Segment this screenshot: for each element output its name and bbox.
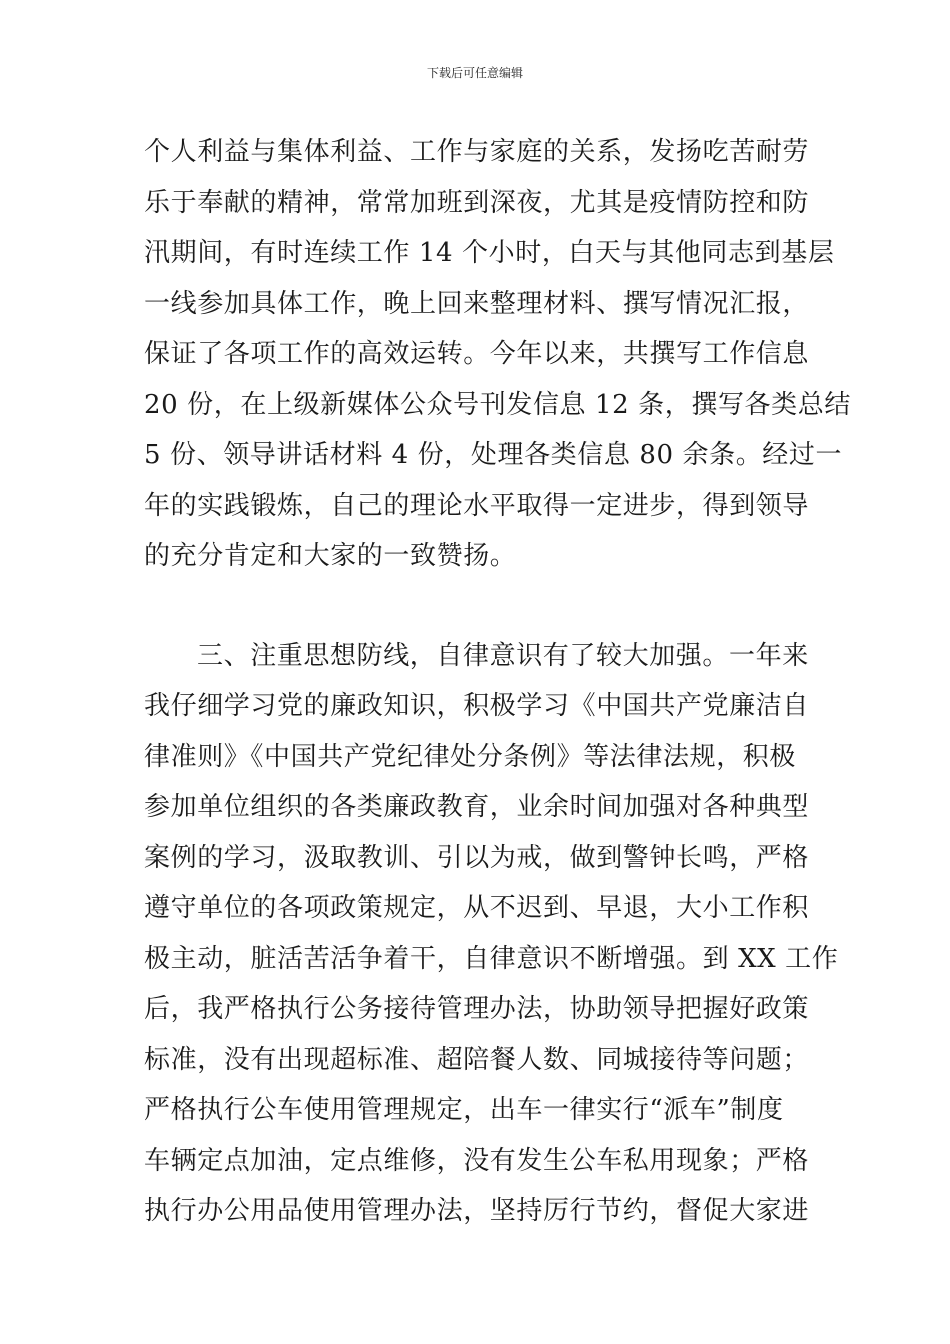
document-body bbox=[144, 127, 851, 1237]
text-line: 极主动，脏活苦活争着干，自律意识不断增强。到 XX 工作 bbox=[144, 943, 839, 974]
paragraph-work-summary bbox=[144, 127, 851, 582]
text-line: 年的实践锻炼，自己的理论水平取得一定进步，得到领导 bbox=[144, 490, 810, 521]
text-line: 保证了各项工作的高效运转。今年以来，共撰写工作信息 bbox=[144, 339, 810, 369]
section-heading-line: 三、注重思想防线，自律意识有了较大加强。一年来 bbox=[197, 640, 809, 671]
text-line: 5 份、领导讲话材料 4 份，处理各类信息 80 余条。经过一 bbox=[144, 440, 843, 470]
text-line: 严格执行公车使用管理规定，出车一律实行“派车”制度 bbox=[144, 1095, 784, 1125]
text-line: 个人利益与集体利益、工作与家庭的关系，发扬吃苦耐劳 bbox=[144, 137, 810, 167]
text-line: 案例的学习，汲取教训、引以为戒，做到警钟长鸣，严格 bbox=[144, 842, 810, 873]
text-line: 车辆定点加油，定点维修，没有发生公车私用现象；严格 bbox=[144, 1145, 810, 1176]
paragraph-self-discipline bbox=[144, 631, 839, 1237]
text-line: 执行办公用品使用管理办法，坚持厉行节约，督促大家进 bbox=[144, 1196, 810, 1226]
text-line: 标准，没有出现超标准、超陪餐人数、同城接待等问题； bbox=[144, 1044, 810, 1075]
text-line: 后，我严格执行公务接待管理办法，协助领导把握好政策 bbox=[144, 994, 810, 1024]
text-line: 律准则》《中国共产党纪律处分条例》等法律法规，积极 bbox=[144, 741, 797, 772]
text-line: 我仔细学习党的廉政知识，积极学习《中国共产党廉洁自 bbox=[144, 691, 810, 721]
text-line: 遵守单位的各项政策规定，从不迟到、早退，大小工作积 bbox=[144, 893, 810, 923]
text-line: 汛期间，有时连续工作 14 个小时，白天与其他同志到基层 bbox=[144, 238, 835, 268]
text-line: 乐于奉献的精神，常常加班到深夜，尤其是疫情防控和防 bbox=[144, 187, 810, 218]
paragraph-spacer bbox=[144, 582, 808, 631]
text-line: 20 份，在上级新媒体公众号刊发信息 12 条，撰写各类总结 bbox=[144, 389, 851, 420]
text-line: 的充分肯定和大家的一致赞扬。 bbox=[144, 541, 517, 571]
text-line: 一线参加具体工作，晚上回来整理材料、撰写情况汇报， bbox=[144, 288, 810, 319]
page-header: 下载后可任意编辑 bbox=[426, 66, 523, 80]
text-line: 参加单位组织的各类廉政教育，业余时间加强对各种典型 bbox=[144, 792, 810, 822]
